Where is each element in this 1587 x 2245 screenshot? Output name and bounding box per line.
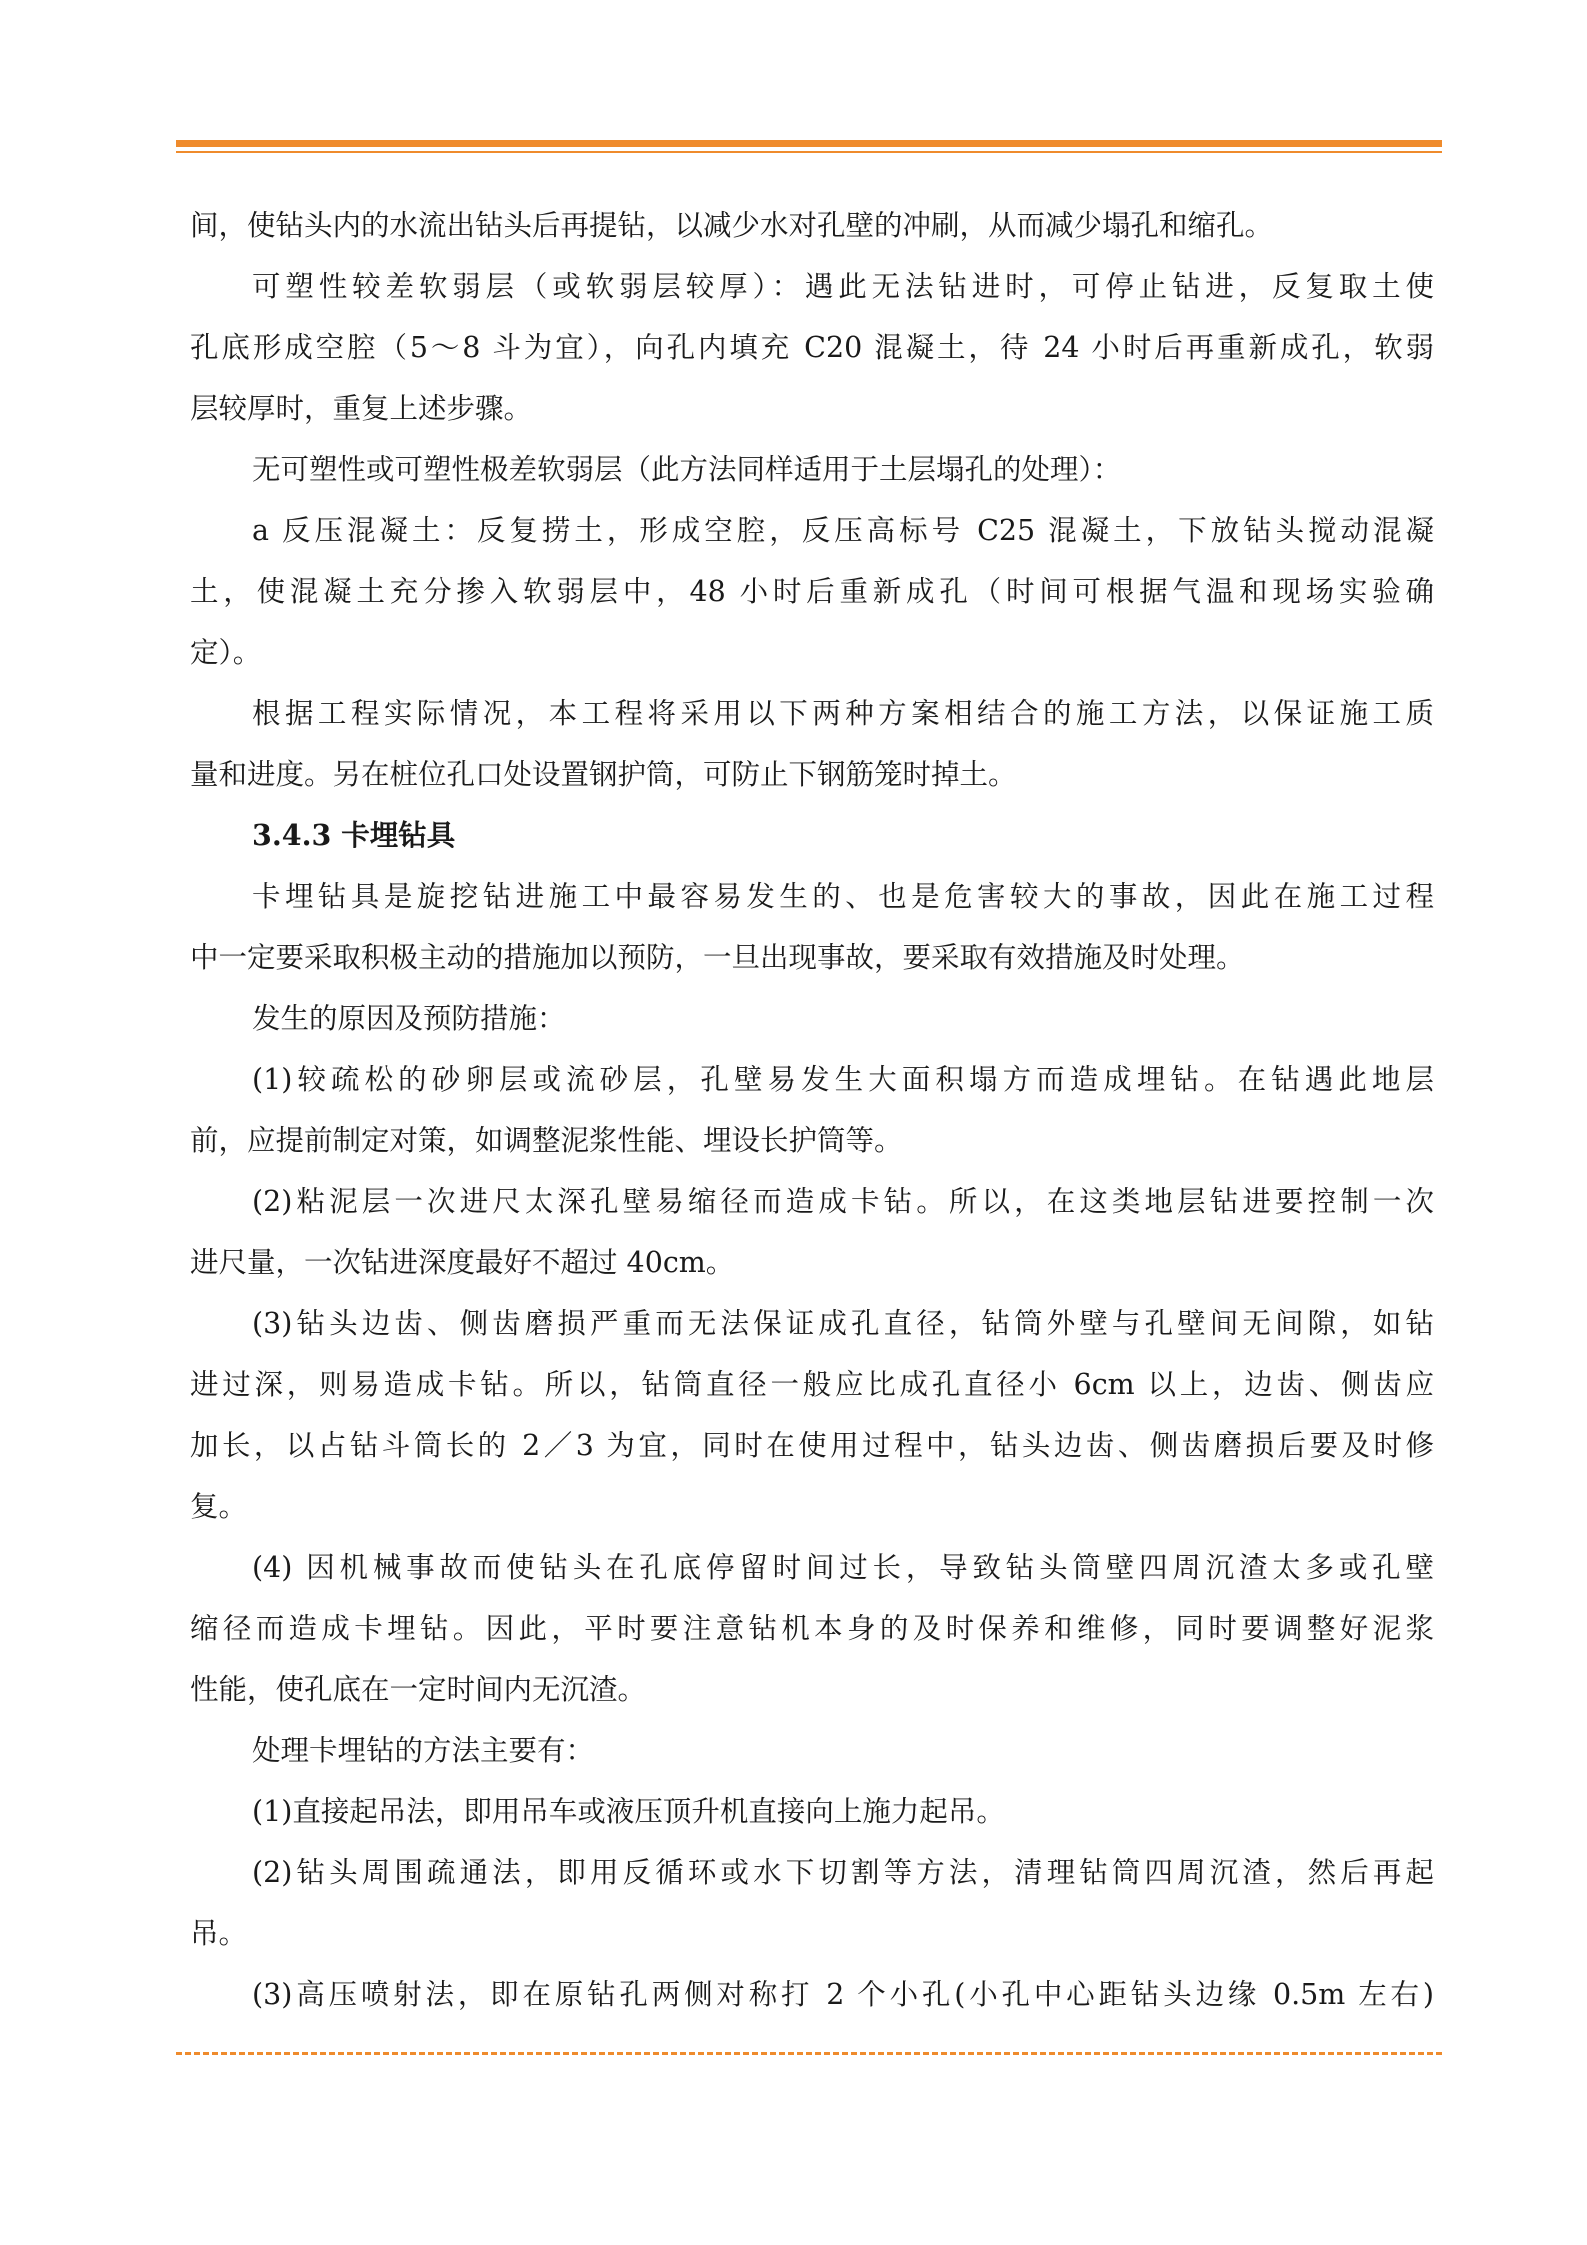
text-line: 吊。 [190,1917,248,1950]
header-rule-thin [176,151,1442,153]
text-line: 间，使钻头内的水流出钻头后再提钻，以减少水对孔壁的冲刷，从而减少塌孔和缩孔。 [190,209,1274,242]
text-line: (3)钻头边齿、侧齿磨损严重而无法保证成孔直径，钻筒外壁与孔壁间无间隙，如钻 [252,1307,1434,1340]
text-line: (4) 因机械事故而使钻头在孔底停留时间过长，导致钻头筒壁四周沉渣太多或孔壁 [252,1551,1434,1584]
text-line: 性能，使孔底在一定时间内无沉渣。 [190,1673,647,1706]
footer-dashed-rule [176,2052,1442,2055]
document-body [190,195,1434,2025]
text-line: 卡埋钻具是旋挖钻进施工中最容易发生的、也是危害较大的事故，因此在施工过程 [252,880,1434,913]
section-heading: 3.4.3 卡埋钻具 [252,818,456,852]
text-line: (1)直接起吊法，即用吊车或液压顶升机直接向上施力起吊。 [252,1795,1005,1828]
text-line: 孔底形成空腔（5～8 斗为宜），向孔内填充 C20 混凝土，待 24 小时后再重新成孔，软弱 [190,331,1434,364]
header-rule [176,140,1442,147]
text-line: 层较厚时，重复上述步骤。 [190,392,533,425]
text-line: 定）。 [190,636,262,669]
text-line: 加长，以占钻斗筒长的 2／3 为宜，同时在使用过程中，钻头边齿、侧齿磨损后要及时修 [190,1429,1434,1462]
text-line: 土，使混凝土充分掺入软弱层中，48 小时后重新成孔（时间可根据气温和现场实验确 [190,575,1434,608]
text-line: 量和进度。另在桩位孔口处设置钢护筒，可防止下钢筋笼时掉土。 [190,758,1017,791]
text-line: (3)高压喷射法，即在原钻孔两侧对称打 2 个小孔(小孔中心距钻头边缘 0.5m 左右) [252,1978,1434,2011]
text-line: 根据工程实际情况，本工程将采用以下两种方案相结合的施工方法，以保证施工质 [252,697,1434,730]
text-line: 前，应提前制定对策，如调整泥浆性能、埋设长护筒等。 [190,1124,903,1157]
text-line: (1)较疏松的砂卵层或流砂层，孔壁易发生大面积塌方而造成埋钻。在钻遇此地层 [252,1063,1434,1096]
text-line: 进过深，则易造成卡钻。所以，钻筒直径一般应比成孔直径小 6cm 以上，边齿、侧齿应 [190,1368,1434,1401]
text-line: 缩径而造成卡埋钻。因此，平时要注意钻机本身的及时保养和维修，同时要调整好泥浆 [190,1612,1434,1645]
text-line: 无可塑性或可塑性极差软弱层（此方法同样适用于土层塌孔的处理）： [252,453,1122,486]
text-line: 进尺量，一次钻进深度最好不超过 40cm。 [190,1246,735,1279]
text-line: 复。 [190,1490,248,1523]
text-line: a 反压混凝土：反复捞土，形成空腔，反压高标号 C25 混凝土，下放钻头搅动混凝 [252,514,1434,547]
text-line: (2)粘泥层一次进尺太深孔壁易缩径而造成卡钻。所以，在这类地层钻进要控制一次 [252,1185,1434,1218]
text-line: 发生的原因及预防措施： [252,1002,566,1035]
text-line: 处理卡埋钻的方法主要有： [252,1734,595,1767]
text-line: (2)钻头周围疏通法，即用反循环或水下切割等方法，清理钻筒四周沉渣，然后再起 [252,1856,1434,1889]
text-line: 中一定要采取积极主动的措施加以预防，一旦出现事故，要采取有效措施及时处理。 [190,941,1245,974]
text-line: 可塑性较差软弱层（或软弱层较厚）：遇此无法钻进时，可停止钻进，反复取土使 [252,270,1434,303]
